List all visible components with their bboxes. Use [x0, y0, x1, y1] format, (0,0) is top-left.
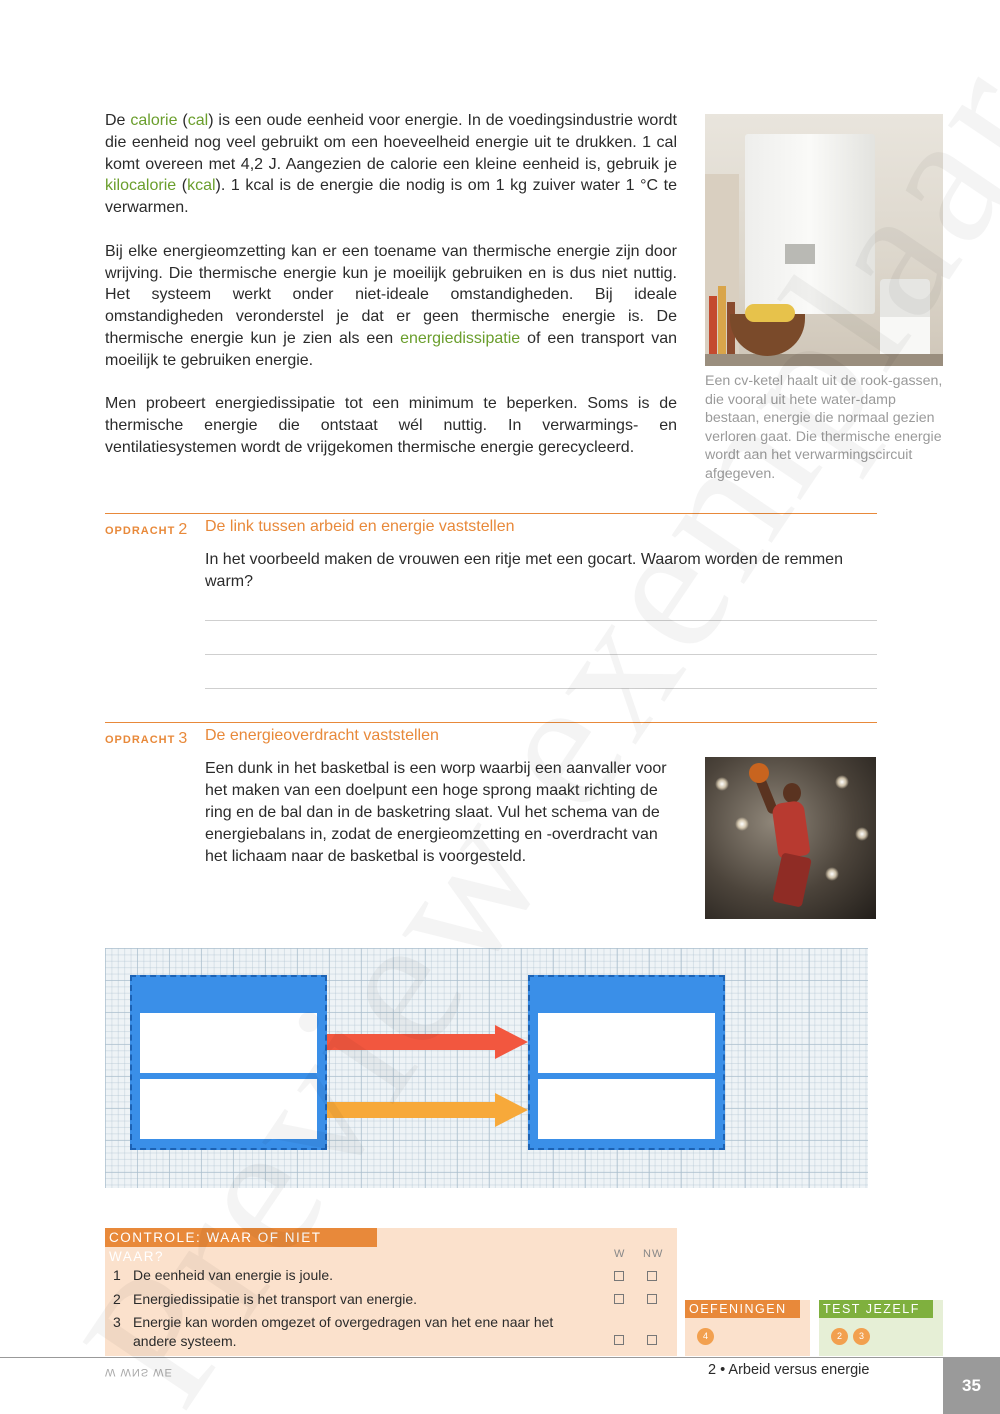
col-head-nw: NW: [643, 1248, 664, 1260]
term-energiedissipatie: energiedissipatie: [400, 329, 521, 347]
energy-box-right: [528, 975, 725, 1150]
opdracht-3-text: Een dunk in het basketbal is een worp waarbij een aanvaller voor het maken van een doelpunt een hoge sprong maakt richting de ring en de bal dan in de basketring slaat. Vul het schema van de energiebalans in, zodat de energieomzetting en -overdracht van het lichaam naar de basketbal is voorgesteld.: [205, 760, 667, 865]
intro-paragraph-dissipation: Bij elke energieomzetting kan er een toename van thermische energie zijn door wrijving. Die thermische energie kun je moeilijk gebruiken en is dus niet nuttig. Het systeem werkt onder niet-ideale omstandigheden. Bij ideale omstandigheden veronderstel je dat er geen thermische energie is. De thermische energie kun je zien als een energiedissipatie of een transport van moeilijk te gebruiken energie.: [105, 242, 677, 369]
opdracht-2-label: OPDRACHT 2: [105, 521, 188, 538]
test-jezelf-title: TEST JEZELF: [819, 1300, 933, 1318]
energy-balance-schema: [105, 948, 868, 1188]
opdracht-2-question: In het voorbeeld maken de vrouwen een ritje met een gocart. Waarom worden de remmen warm?: [205, 551, 843, 590]
intro-paragraph-calorie: De calorie (cal) is een oude eenheid voor energie. In de voedingsindustrie wordt die eenheid nog veel gebruikt om een hoeveelheid energie uit te drukken. 1 cal komt overeen met 4,2 J. Aangezien de calorie een kleine eenheid is, gebruik je kilocalorie (kcal). 1 kcal is de energie die nodig is om 1 kg zuiver water 1 °C te verwarmen.: [105, 112, 677, 217]
term-calorie: calorie: [130, 112, 178, 129]
energy-input-cell[interactable]: [140, 1013, 317, 1073]
footer-code: W WNS WE: [105, 1366, 173, 1378]
energy-input-cell[interactable]: [140, 1079, 317, 1139]
test-badge[interactable]: 2: [831, 1328, 848, 1345]
oefening-badge[interactable]: 4: [697, 1328, 714, 1345]
answer-line[interactable]: [205, 688, 877, 689]
footer-chapter: 2 • Arbeid versus energie: [708, 1362, 870, 1378]
term-cal: cal: [187, 112, 209, 129]
col-head-w: W: [614, 1248, 626, 1260]
term-kilocalorie: kilocalorie: [105, 177, 177, 195]
intro-text: [105, 110, 677, 481]
term-kcal: kcal: [187, 177, 216, 195]
energy-box-left: [130, 975, 327, 1150]
energy-input-cell[interactable]: [538, 1079, 715, 1139]
checkbox-waar[interactable]: [614, 1294, 624, 1304]
energy-transfer-arrow-yellow: [327, 1093, 528, 1127]
opdracht-2-title: De link tussen arbeid en energie vaststellen: [205, 518, 515, 535]
photo-caption: Een cv-ketel haalt uit de rook-gassen, die vooral uit hete water-damp bestaan, energie die normaal gezien verloren gaat. Die thermische energie wordt aan het verwarmingscircuit afgegeven.: [705, 373, 943, 482]
controle-title: CONTROLE: WAAR OF NIET WAAR?: [105, 1228, 377, 1247]
page-number: 35: [943, 1357, 1000, 1414]
checkbox-niet-waar[interactable]: [647, 1335, 657, 1345]
oefeningen-title: OEFENINGEN: [685, 1300, 800, 1318]
checkbox-waar[interactable]: [614, 1335, 624, 1345]
energy-transfer-arrow-red: [327, 1025, 528, 1059]
test-jezelf-tile[interactable]: [819, 1300, 943, 1356]
controle-waar-niet-waar: CONTROLE: WAAR OF NIET WAAR? W NW 1 De eenheid van energie is joule. 2 Energiedissipatie is het transport van energie. 3 Energie kan worden omgezet of overgedragen van het ene naar het andere systeem.: [105, 1228, 677, 1356]
checkbox-niet-waar[interactable]: [647, 1294, 657, 1304]
intro-paragraph-recycling: Men probeert energiedissipatie tot een minimum te beperken. Soms is de thermische energie die ontstaat wél nuttig. In verwarmings- en ventilatiesystemen wordt de vrijgekomen thermische energie gerecycleerd.: [105, 395, 677, 456]
answer-line[interactable]: [205, 654, 877, 655]
opdracht-3-label: OPDRACHT 3: [105, 730, 188, 747]
test-badge[interactable]: 3: [853, 1328, 870, 1345]
basketball-dunk-photo: [705, 757, 876, 919]
energy-input-cell[interactable]: [538, 1013, 715, 1073]
footer-rule: [0, 1357, 943, 1358]
opdracht-2-rule: [105, 513, 877, 514]
cv-ketel-photo: [705, 114, 943, 366]
checkbox-niet-waar[interactable]: [647, 1271, 657, 1281]
opdracht-3-title: De energieoverdracht vaststellen: [205, 727, 439, 744]
checkbox-waar[interactable]: [614, 1271, 624, 1281]
opdracht-3-rule: [105, 722, 877, 723]
oefeningen-tile[interactable]: [685, 1300, 810, 1356]
answer-line[interactable]: [205, 620, 877, 621]
